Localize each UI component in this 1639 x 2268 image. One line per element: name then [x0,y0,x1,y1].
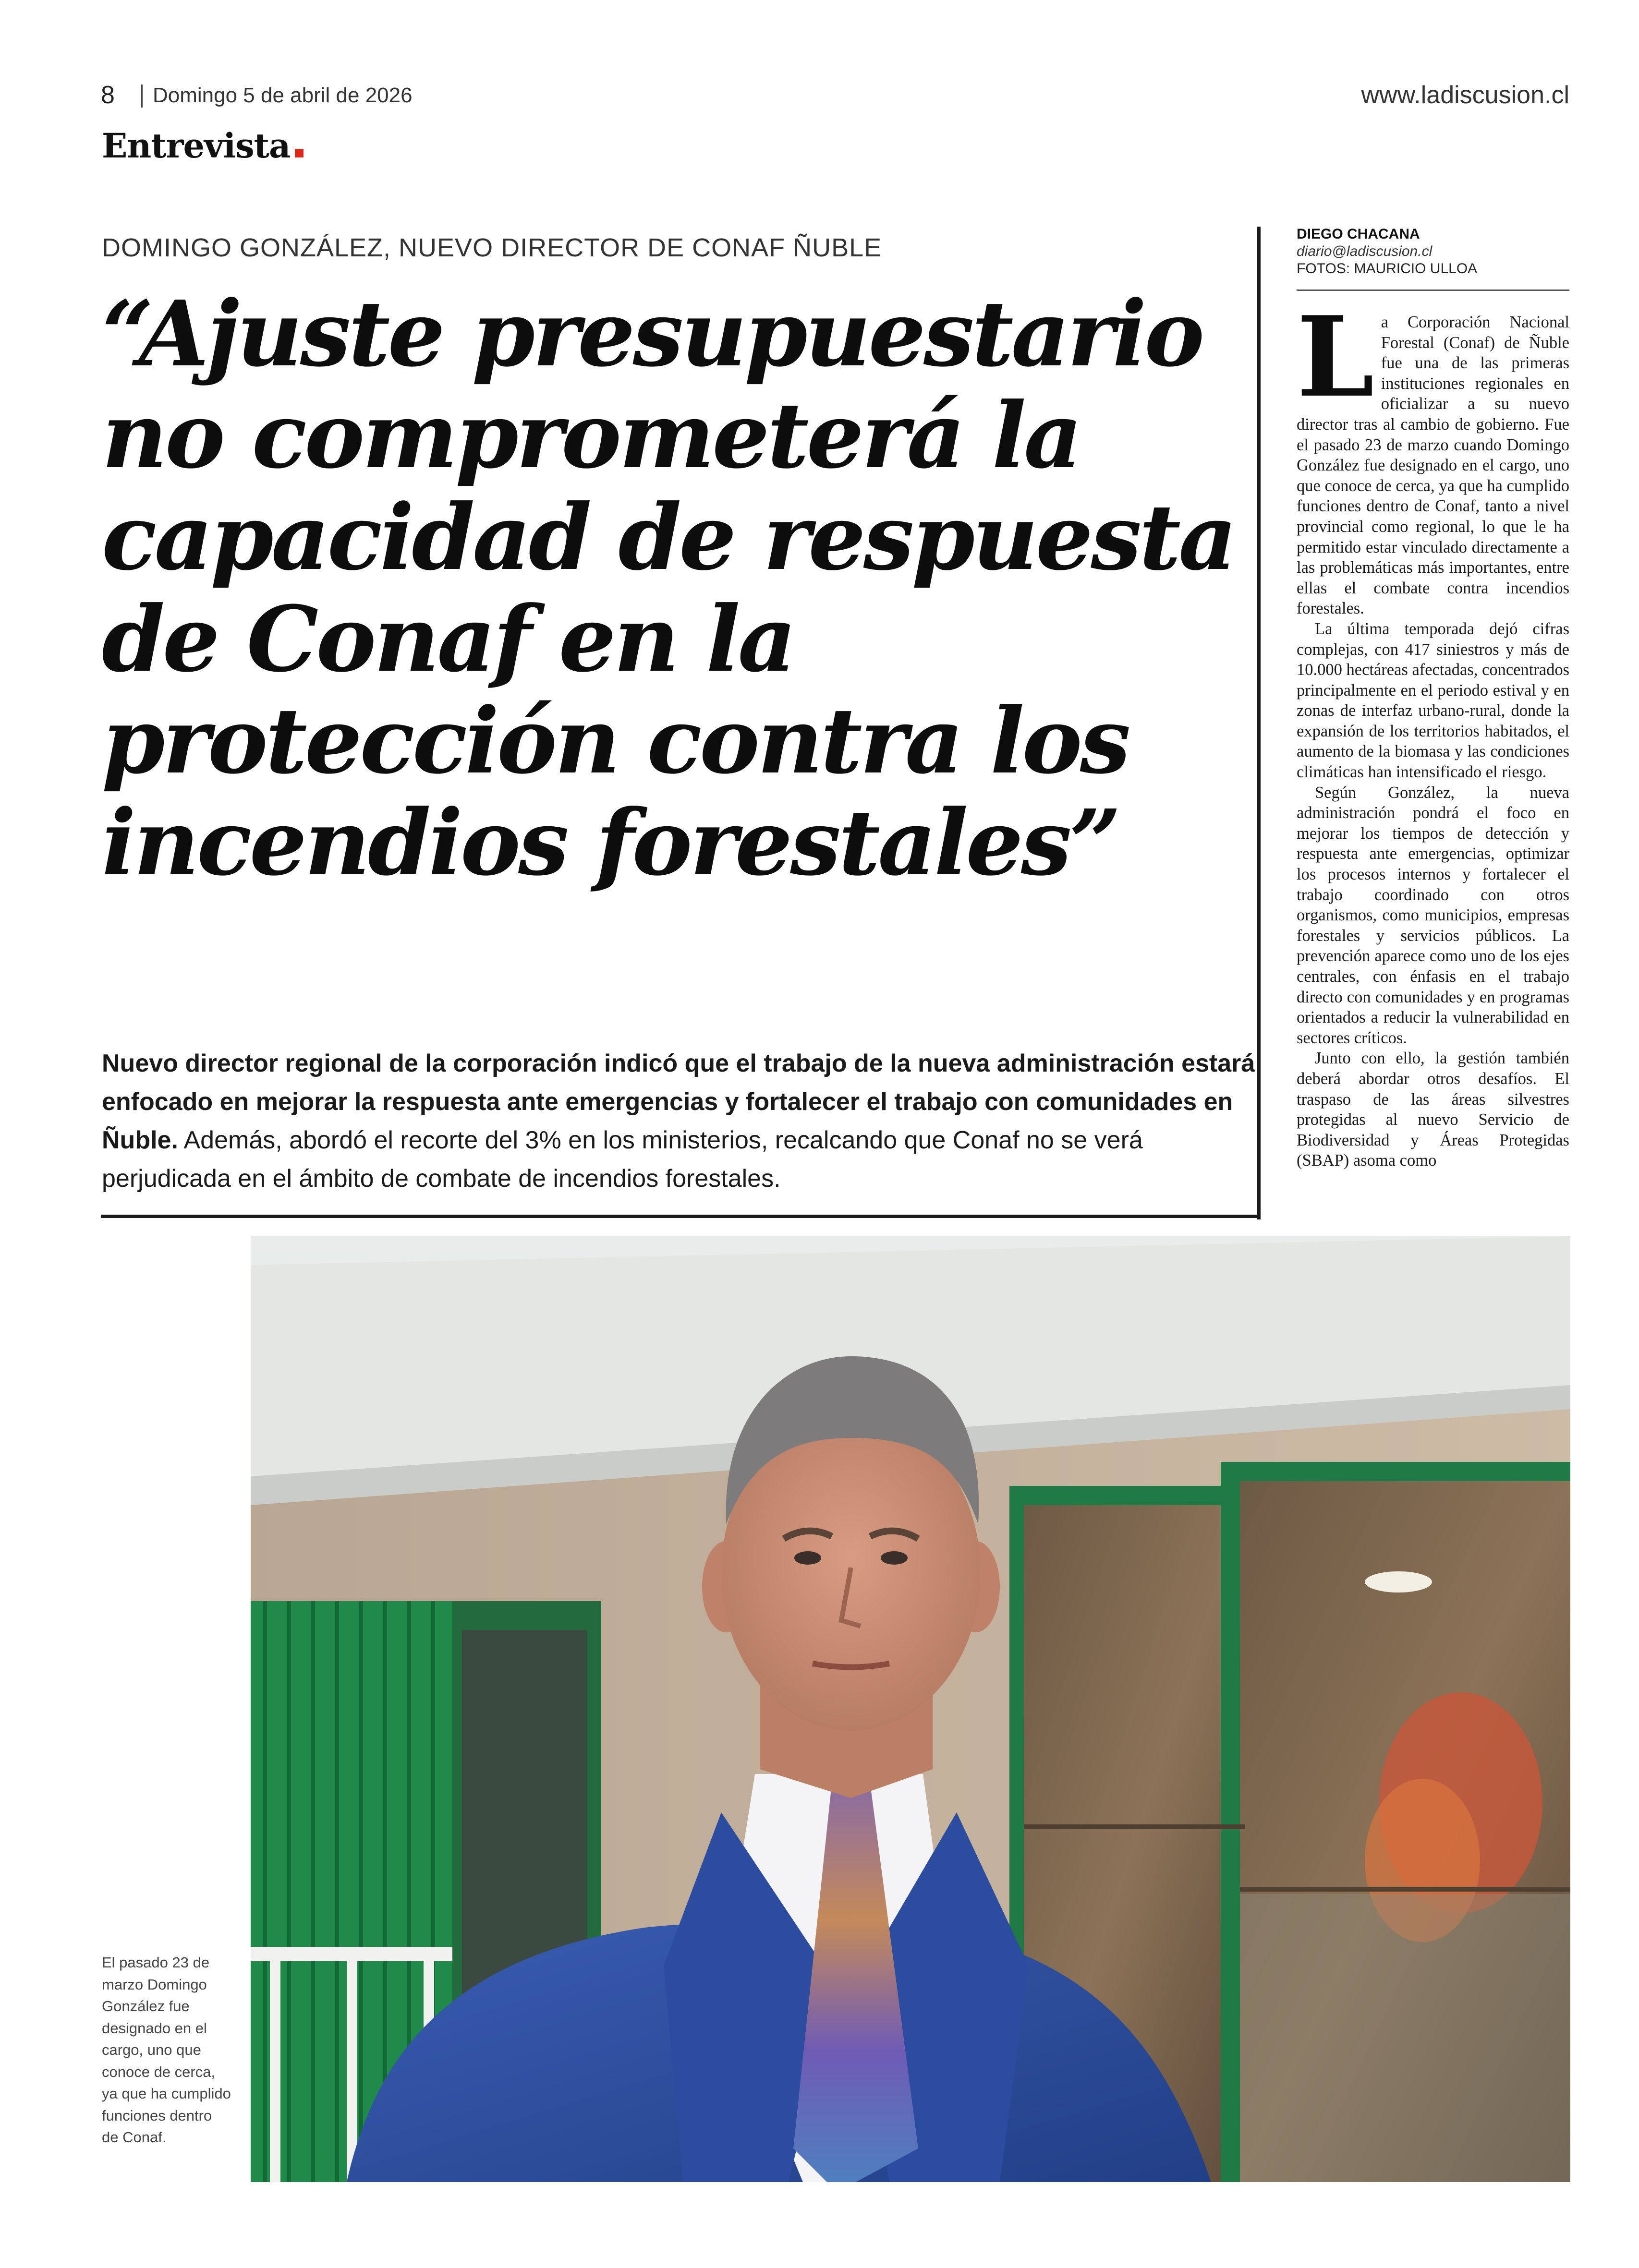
section-accent-dot [295,149,304,157]
headline-frame-vertical-rule [1257,227,1261,1219]
byline [1297,226,1570,277]
site-url[interactable]: www.ladiscusion.cl [1361,81,1569,109]
body-paragraph: La última temporada dejó cifras complejas, con 417 siniestros y más de 10.000 hectáreas afectadas, concentrados principalmente en el periodo estival y en zonas de interfaz urbano-rural, donde la expansión de los territorios habitados, el aumento de la biomasa y las condiciones climáticas han intensificado el riesgo. [1297,619,1570,782]
deck-bold-text: Nuevo director regional de la corporación indicó que el trabajo de la nueva administración estará enfocado en mejorar la respuesta ante emergencias y fortalecer el trabajo con comunidades en Ñuble. [102,1050,1255,1154]
byline-photo-credit: FOTOS: MAURICIO ULLOA [1297,261,1478,277]
byline-author: DIEGO CHACANA [1297,226,1420,242]
body-paragraph [1297,292,1569,619]
article-deck [102,1044,1264,1198]
headline-frame-horizontal-rule [101,1215,1261,1218]
drop-cap: L [1297,292,1374,422]
article-headline: “Ajuste presupuestario no comprometerá la capacidad de respuesta de Conaf en la protección contra los incendios forestales” [102,281,1235,896]
issue-date: Domingo 5 de abril de 2026 [153,84,413,107]
body-paragraph: Según González, la nueva administración pondrá el foco en mejorar los tiempos de detección y respuesta ante emergencias, optimizar los procesos internos y fortalecer el trabajo coordinado con otros organismos, como municipios, empresas forestales y servicios públicos. La prevención aparece como uno de los ejes centrales, con énfasis en el trabajo directo con comunidades y en programas orientados a reducir la vulnerabilidad en sectores críticos. [1297,783,1569,1047]
body-paragraph: Junto con ello, la gestión también deberá abordar otros desafíos. El traspaso de las áreas silvestres protegidas al nuevo Servicio de Biodiversidad y Áreas Protegidas (SBAP) asoma como [1297,1049,1569,1170]
article-body [1297,292,1570,1171]
byline-email[interactable]: diario@ladiscusion.cl [1297,243,1433,259]
article-kicker: DOMINGO GONZÁLEZ, NUEVO DIRECTOR DE CONAF ÑUBLE [102,233,882,262]
paragraph-text: a Corporación Nacional Forestal (Conaf) de Ñuble fue una de las primeras instituciones regionales en oficializar a su nuevo director tras al cambio de gobierno. Fue el pasado 23 de marzo cuando Domingo González fue designado en el cargo, uno que conoce de cerca, ya que ha cumplido funciones dentro de Conaf, tanto a nivel provincial como regional, lo que le ha permitido estar vinculado directamente a las problemáticas más importantes, entre ellas el combate contra incendios forestales. [1297,313,1569,618]
section-title [102,126,304,166]
portrait-photo [251,1236,1570,2182]
section-label: Entrevista [102,126,291,166]
header-divider [141,84,143,108]
portrait-photo-illustration [251,1236,1570,2182]
deck-regular-text: Además, abordó el recorte del 3% en los ministerios, recalcando que Conaf no se verá perjudicada en el ámbito de combate de incendios forestales. [102,1126,1143,1193]
byline-divider [1297,290,1569,291]
photo-caption: El pasado 23 de marzo Domingo González fue designado en el cargo, uno que conoce de cerca, ya que ha cumplido funciones dentro de Conaf. [102,1954,231,2146]
page-number: 8 [101,81,115,109]
